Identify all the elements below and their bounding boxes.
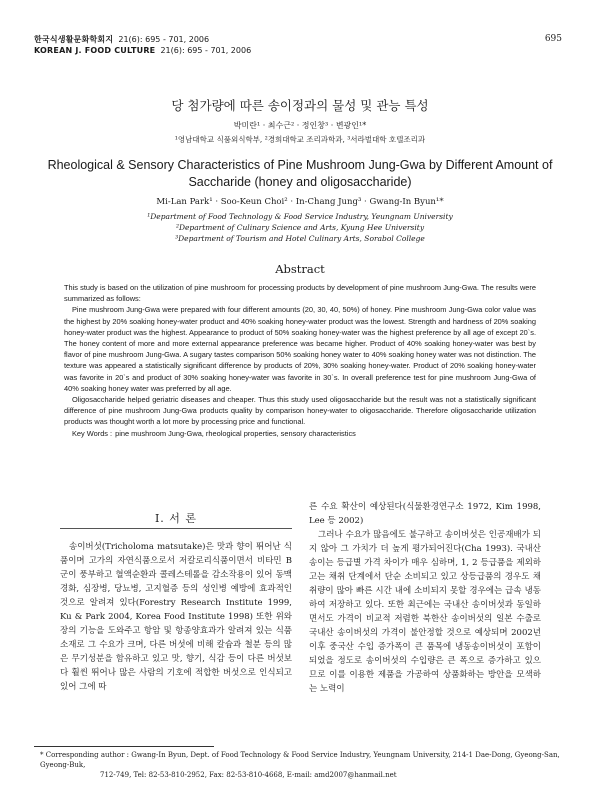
abstract-body [64, 282, 536, 439]
title-english: Rheological & Sensory Characteristics of Pine Mushroom Jung-Gwa by Different Amount of Saccharide (honey and oligosaccharide) [47, 158, 553, 189]
footnote-line: 712-749, Tel: 82-53-810-2952, Fax: 82-53-810-4668, E-mail: amd2007@hanmail.net [100, 771, 397, 779]
abstract-paragraph: Pine mushroom Jung-Gwa were prepared with four different amounts (20, 30, 40, 50%) of honey. Pine mushroom Jung-Gwa color value was the highest by 20% soaking honey-water product and 40% soaking honey-water product was the lowest. Strength and hardness of 20% soaking honey-water product was the highest. Appearance to product of 50% soaking honey-water was the highest preference by all age of except 20`s. The honey content of more and more external appearance preference was became higher. Product of 40% soaking honey-water was best by flavor of pine mushroom Jung-Gwa. A sugary tastes comparison 50% soaking honey water to 40% soaking honey water was not distinction. The texture was appeared a statistically significant difference by products of 20%, 30% soaking honey-water. Product of 20% soaking honey-water was favorite in 20`s and product of 30% soaking honey-water was favorite in 30`s. In overall preference test for pine mushroom Jung-Gwa of 40% soaking honey water was preferred by all age. [64, 305, 536, 393]
abstract-heading: Abstract [275, 262, 325, 276]
journal-citation: 21(6): 695 - 701, 2006 [118, 35, 210, 44]
journal-name-en: KOREAN J. FOOD CULTURE [34, 46, 156, 55]
affiliation-2: ²Department of Culinary Science and Arts, Kyung Hee University [175, 223, 425, 232]
body-paragraph: 송이버섯(Tricholoma matsutake)은 맛과 향이 뛰어난 식품이며 고가의 자연식품으로서 저칼로리식품이면서 비타민 B군이 풍부하고 혈액순환과 콜레스테롤을 감소작용이 있어 동맥경화, 심장병, 당뇨병, 고지혈증 등의 성인병 예방에 효과적인 것으로 알려져 있다(Forestry Research Institute 1999, Ku & Park 2004, Korea Food Institute 1998) 또한 위와 장의 기능을 도와주고 항암 및 항종양효과가 알려져 있는 식품소재로 그 수요가 크며, 다른 버섯에 비해 칼슘과 철분 등의 많은 무기성분을 함유하고 있고 맛, 향기, 식감 등이 다른 버섯보다 훨씬 뛰어나 많은 사람의 기호에 적합한 버섯으로 인식되고 있어 그에 따 [60, 542, 292, 692]
journal-header [34, 34, 251, 56]
keywords-label: Key Words : [72, 428, 113, 438]
body-paragraph: 른 수요 확산이 예상된다(식물환경연구소 1972, Kim 1998, Lee 등 2002) [309, 502, 541, 526]
affiliation-1: ¹Department of Food Technology & Food Service Industry, Yeungnam University [147, 212, 453, 221]
footnote [40, 750, 560, 780]
section-heading: Ⅰ. 서 론 [154, 512, 198, 525]
body-paragraph: 그러나 수요가 많음에도 불구하고 송이버섯은 인공재배가 되지 않아 그 가치가 더 높게 평가되어진다(Cha 1993). 국내산 송이는 등급별 가격 차이가 매우 심하며, 1, 2 등급품을 제외하고는 채취 단계에서 단순 소비되고 있고 상등급품의 경우도 채취량이 많아 빠른 시간 내에 소비되지 못할 경우에는 급속 냉동하여 저장하고 있다. 또한 최근에는 국내산 송이버섯과 동일하면서도 가격이 비교적 저렴한 북한산 송이버섯의 일본 수출로 국내산 송이버섯의 가격이 불안정할 것으로 예상되며 2002년 이후 중국산 수입 증가폭이 큰 품목에 냉동송이버섯이 포함이 되었을 정도로 송이버섯의 수입량은 큰 폭으로 증가하고 있으므로 이를 이용한 제품을 가공하여 상품화하는 방안을 모색하는 노력이 [309, 530, 541, 694]
body-column-right [309, 500, 541, 696]
footnote-divider [34, 746, 214, 747]
abstract-paragraph: Oligosaccharide helped geriatric diseases and cheaper. Thus this study used oligosaccharide but the result was not a statistically significant difference of pine mushroom Jung-Gwa products quality by comparison honey-water to oligosaccharide. Therefore oligosaccharide utilization products was thought worth a lot more by processing price and functional. [64, 395, 536, 427]
section-divider [60, 528, 292, 529]
footnote-line: * Corresponding author : Gwang-In Byun, Dept. of Food Technology & Food Service Industry, Yeungnam University, 214-1 Dae-Dong, Gyeong-San, Gyeong-Buk, [40, 751, 560, 769]
keywords-text: pine mushroom Jung-Gwa, rheological properties, sensory characteristics [115, 428, 356, 438]
title-korean: 당 첨가량에 따른 송이정과의 물성 및 관능 특성 [171, 98, 429, 113]
journal-name-ko: 한국식생활문화학회지 [34, 35, 114, 44]
body-column-left [60, 540, 292, 694]
affiliations-english [0, 211, 600, 244]
journal-citation: 21(6): 695 - 701, 2006 [160, 46, 252, 55]
affiliation-3: ³Department of Tourism and Hotel Culinary Arts, Sorabol College [175, 234, 425, 243]
authors-korean: 박미란¹ · 최수근² · 정인창³ · 변광인¹* [233, 121, 367, 130]
authors-english: Mi-Lan Park¹ · Soo-Keun Choi² · In-Chang Jung³ · Gwang-In Byun¹* [156, 197, 444, 207]
abstract-paragraph: This study is based on the utilization of pine mushroom for processing products by development of pine mushroom Jung-Gwa. The results were summarized as follows: [64, 283, 536, 304]
affiliations-korean: ¹영남대학교 식품외식학부, ²경희대학교 조리과학과, ³서라벌대학 호텔조리과 [174, 135, 426, 144]
keywords [64, 428, 536, 439]
page-number: 695 [544, 34, 562, 44]
